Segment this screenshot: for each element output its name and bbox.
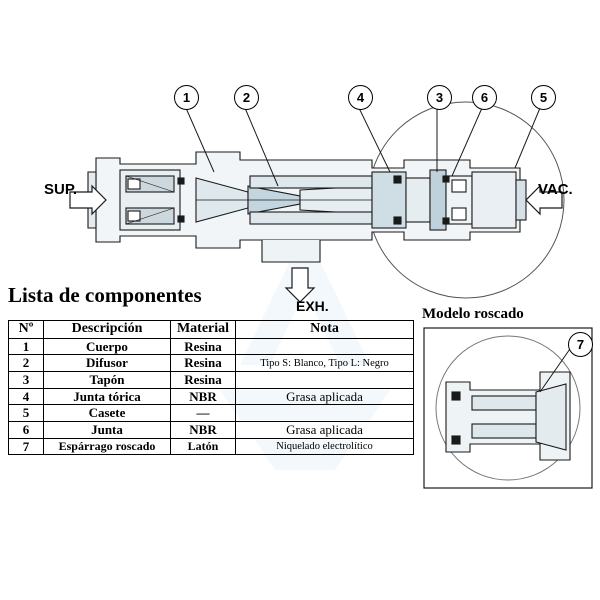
table-row — [9, 438, 414, 455]
cell-desc: Junta tórica — [44, 388, 171, 405]
cell-desc: Tapón — [44, 371, 171, 388]
callout-3: 3 — [427, 85, 452, 110]
cell-desc: Casete — [44, 405, 171, 422]
header-note: Nota — [236, 321, 414, 339]
table-row — [9, 355, 414, 372]
cell-note — [236, 338, 414, 355]
callout-5: 5 — [531, 85, 556, 110]
table-row — [9, 405, 414, 422]
table-row — [9, 338, 414, 355]
cell-mat: Resina — [171, 371, 236, 388]
callout-7: 7 — [568, 332, 593, 357]
cell-note — [236, 405, 414, 422]
cell-mat: NBR — [171, 388, 236, 405]
cell-desc: Espárrago roscado — [44, 438, 171, 455]
callout-4: 4 — [348, 85, 373, 110]
table-header-row — [9, 321, 414, 339]
table-row — [9, 388, 414, 405]
cell-desc: Junta — [44, 421, 171, 438]
header-no: Nº — [9, 321, 44, 339]
callout-6: 6 — [472, 85, 497, 110]
label-vacuum: VAC. — [538, 181, 573, 198]
cell-no: 7 — [9, 438, 44, 455]
cell-mat: Resina — [171, 338, 236, 355]
table-row — [9, 371, 414, 388]
threaded-model-title: Modelo roscado — [422, 306, 524, 322]
cell-no: 5 — [9, 405, 44, 422]
cell-no: 1 — [9, 338, 44, 355]
label-exhaust: EXH. — [296, 298, 329, 314]
header-material: Material — [171, 321, 236, 339]
callout-1: 1 — [174, 85, 199, 110]
cell-note — [236, 371, 414, 388]
cell-mat: NBR — [171, 421, 236, 438]
cell-no: 4 — [9, 388, 44, 405]
components-list-title: Lista de componentes — [8, 283, 202, 307]
label-supply: SUP. — [44, 181, 78, 198]
cell-no: 3 — [9, 371, 44, 388]
components-table — [8, 320, 414, 455]
cell-desc: Difusor — [44, 355, 171, 372]
cell-mat: Latón — [171, 438, 236, 455]
cell-note: Grasa aplicada — [236, 421, 414, 438]
header-desc: Descripción — [44, 321, 171, 339]
cell-mat: Resina — [171, 355, 236, 372]
cell-mat: — — [171, 405, 236, 422]
cell-note: Grasa aplicada — [236, 388, 414, 405]
cell-note: Tipo S: Blanco, Tipo L: Negro — [236, 355, 414, 372]
cell-no: 2 — [9, 355, 44, 372]
cell-desc: Cuerpo — [44, 338, 171, 355]
table-row — [9, 421, 414, 438]
cell-no: 6 — [9, 421, 44, 438]
cell-note: Niquelado electrolítico — [236, 438, 414, 455]
callout-2: 2 — [234, 85, 259, 110]
